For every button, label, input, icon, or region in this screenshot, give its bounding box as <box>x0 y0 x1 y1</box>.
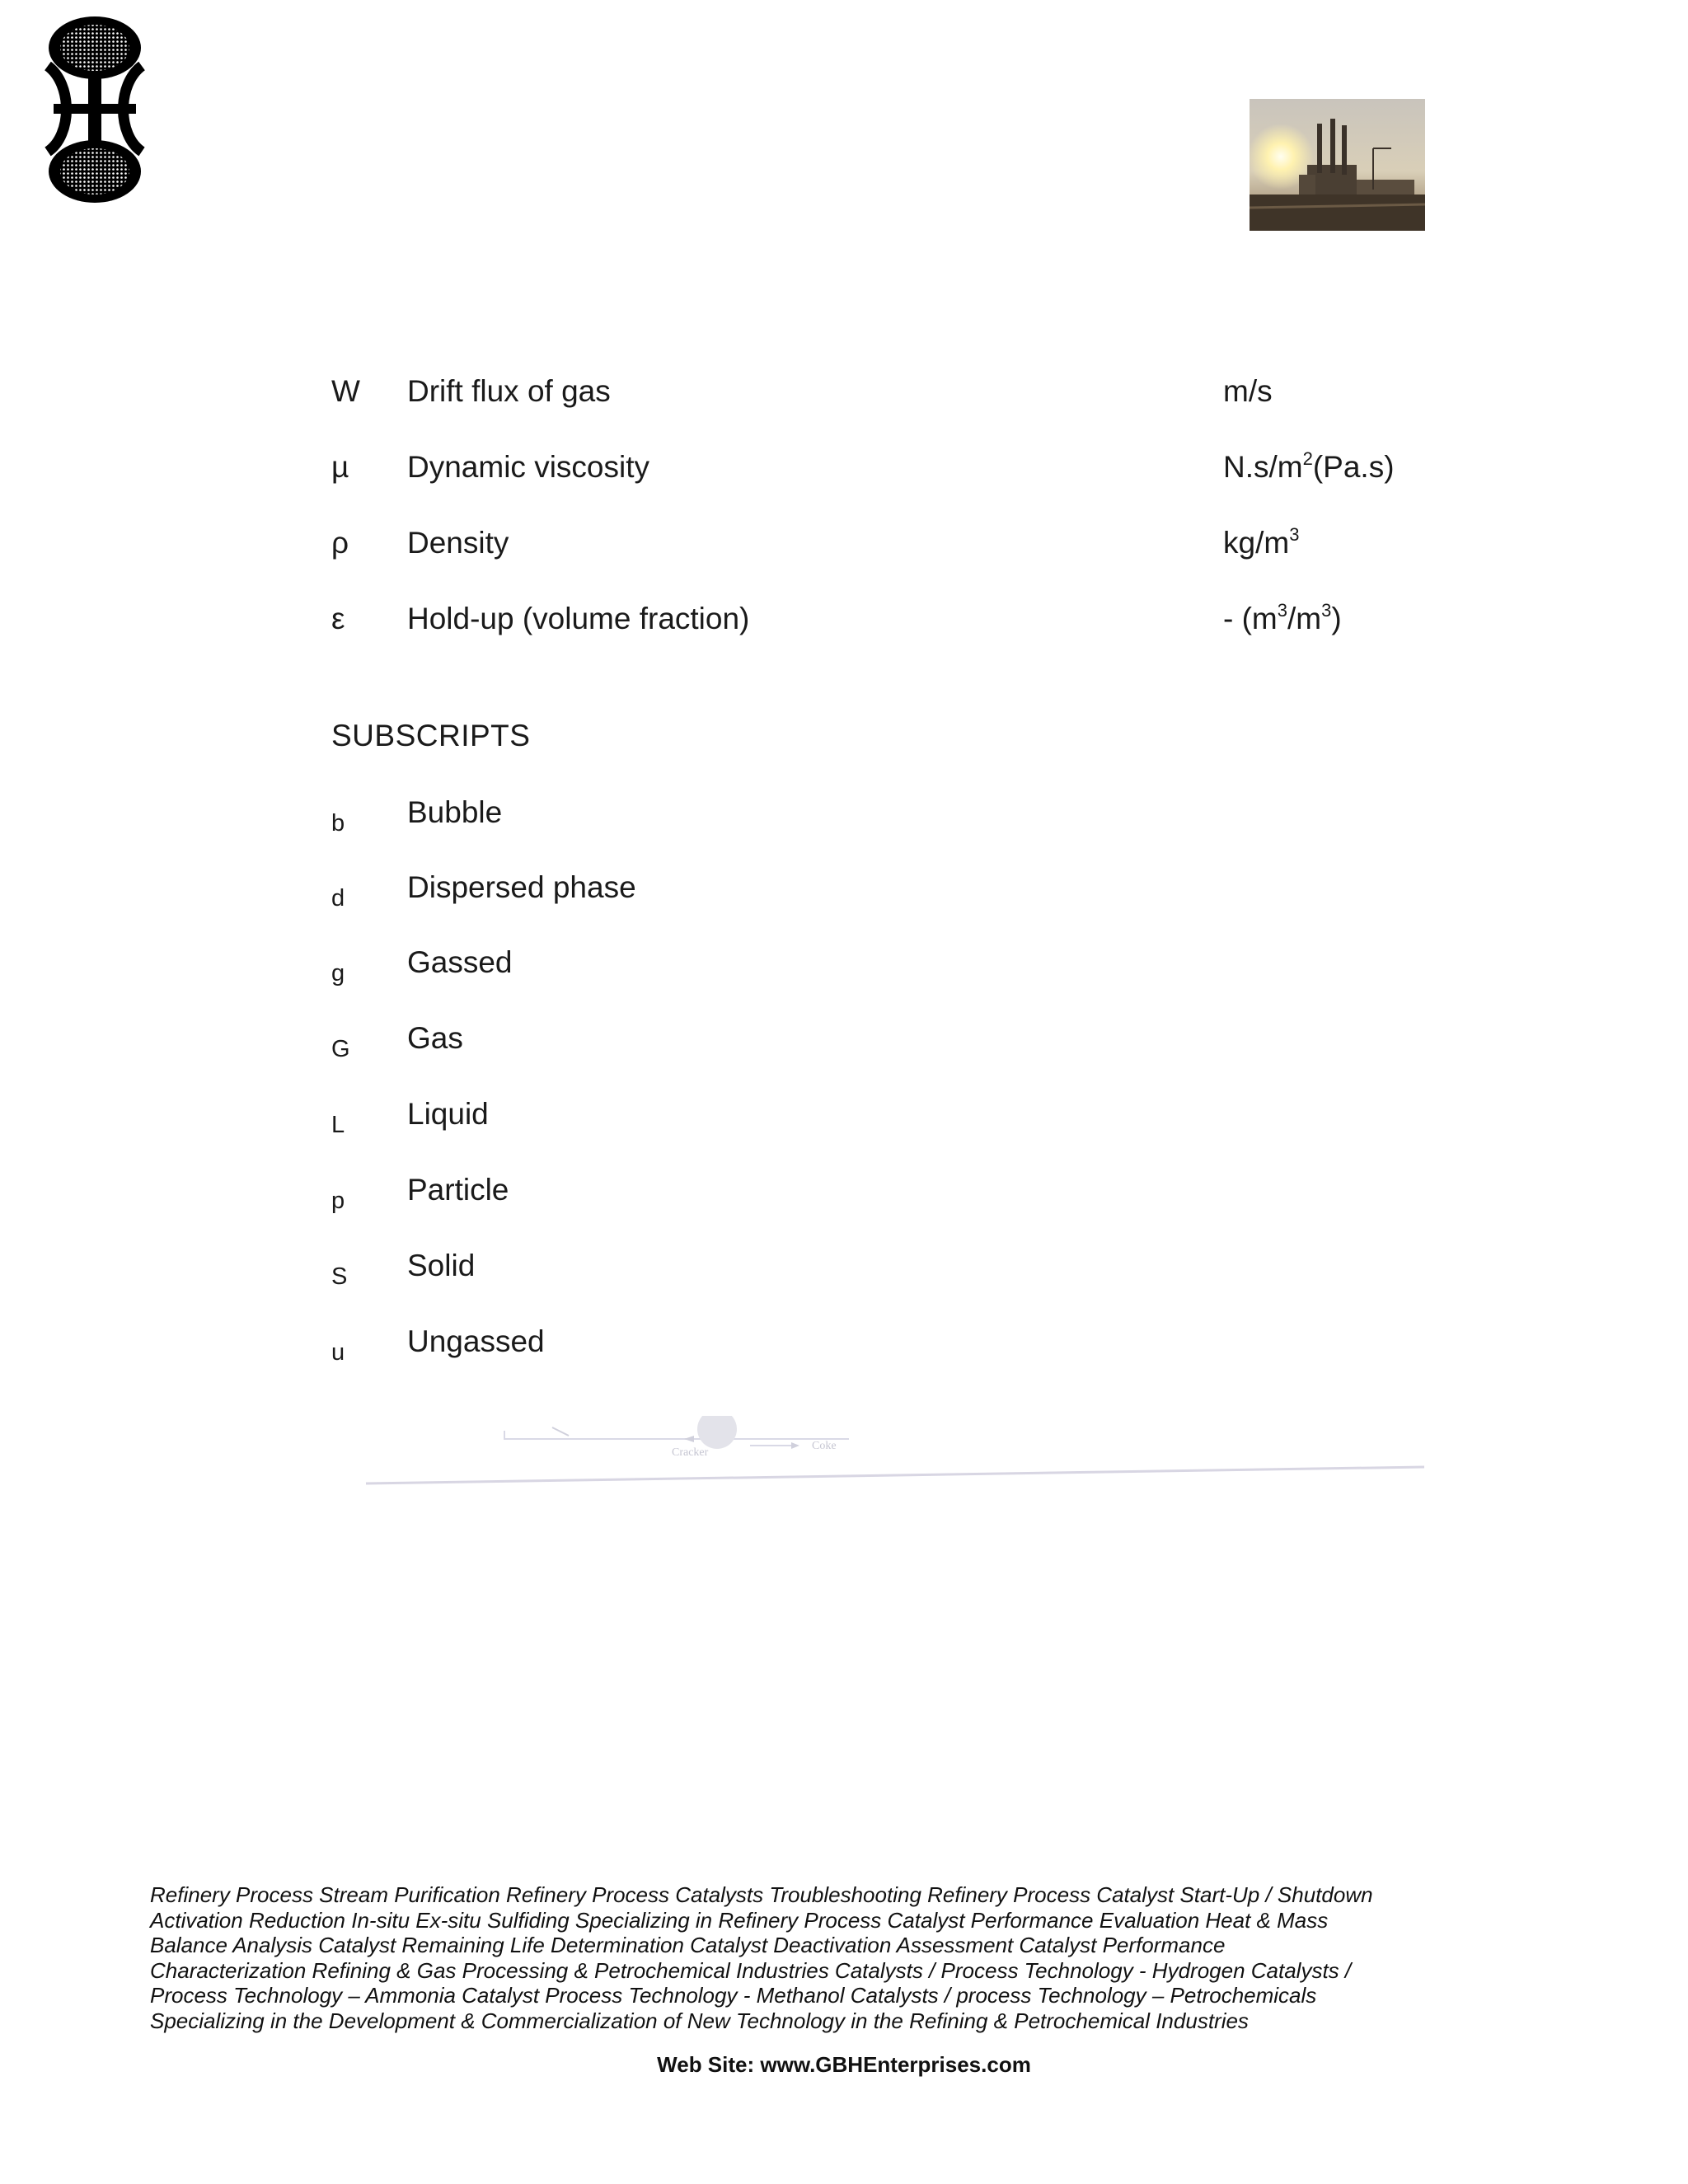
description: Dynamic viscosity <box>407 450 649 484</box>
subscript-symbol: d <box>331 885 345 912</box>
subscript-description: Gassed <box>407 945 513 979</box>
list-item <box>330 1021 1154 1071</box>
nomenclature-row-drift-flux <box>330 374 1484 424</box>
unit: $kg/m^3$ <box>1223 524 1300 560</box>
subscript-symbol: G <box>331 1036 350 1062</box>
list-item <box>330 1249 1154 1298</box>
footer-line: Process Technology – Ammonia Catalyst Process Technology - Methanol Catalysts / process Technology – Petrochemicals <box>150 1983 1317 2008</box>
nomenclature-row-density <box>330 526 1484 575</box>
footer-line: Balance Analysis Catalyst Remaining Life Determination Catalyst Deactivation Assessment Catalyst Performance <box>150 1933 1226 1958</box>
description: Density <box>407 526 509 560</box>
website-link[interactable]: Web Site: www.GBHEnterprises.com <box>657 2052 1031 2077</box>
unit: - $(m^3/m^3)$ <box>1223 600 1342 635</box>
subscript-description: Dispersed phase <box>407 870 636 904</box>
symbol: W <box>331 374 360 408</box>
faded-label-coke: Coke <box>812 1440 837 1452</box>
list-item <box>330 870 1154 920</box>
description: Hold-up (volume fraction) <box>407 602 750 635</box>
symbol: ε <box>331 602 345 635</box>
symbol: ρ <box>331 526 349 560</box>
faded-label-cracker: Cracker <box>672 1446 709 1459</box>
footer-line: Specializing in the Development & Commercialization of New Technology in the Refining & Petrochemical Industries <box>150 2008 1249 2033</box>
list-item <box>330 1173 1154 1222</box>
subscript-description: Bubble <box>407 795 503 829</box>
nomenclature-row-viscosity <box>330 450 1484 499</box>
symbol: µ <box>331 450 349 484</box>
subscript-symbol: L <box>331 1112 345 1138</box>
list-item <box>330 1097 1154 1146</box>
subscript-description: Solid <box>407 1249 476 1282</box>
faded-process-diagram <box>363 1416 1426 1490</box>
subscript-symbol: S <box>331 1263 348 1290</box>
subscript-symbol: p <box>331 1188 345 1214</box>
footer-line: Activation Reduction In-situ Ex-situ Sulfiding Specializing in Refinery Process Catalyst Performance Evaluation Heat & Mass <box>150 1907 1329 1933</box>
subscript-description: Gas <box>407 1021 463 1055</box>
footer-services-text <box>150 1882 1436 2034</box>
subscript-description: Particle <box>407 1173 509 1207</box>
subscript-description: Liquid <box>407 1097 489 1131</box>
list-item <box>330 1324 1154 1374</box>
list-item <box>330 945 1154 995</box>
footer-line: Refinery Process Stream Purification Refinery Process Catalysts Troubleshooting Refinery Process Catalyst Start-Up / Shutdown <box>150 1882 1373 1907</box>
subscripts-heading: SUBSCRIPTS <box>331 719 531 752</box>
subscript-symbol: u <box>331 1339 345 1366</box>
nomenclature-row-holdup <box>330 602 1484 651</box>
footer-line: Characterization Refining & Gas Processing & Petrochemical Industries Catalysts / Process Technology - Hydrogen Catalysts / <box>150 1957 1352 1983</box>
description: Drift flux of gas <box>407 374 611 408</box>
company-logo <box>33 15 157 204</box>
subscript-symbol: g <box>331 960 345 987</box>
refinery-photo <box>1250 99 1425 231</box>
list-item <box>330 795 1154 845</box>
subscript-symbol: b <box>331 810 345 837</box>
unit: m/s <box>1223 374 1273 408</box>
subscript-description: Ungassed <box>407 1324 545 1358</box>
unit: $N.s/m^2(Pa.s)$ <box>1223 448 1395 484</box>
